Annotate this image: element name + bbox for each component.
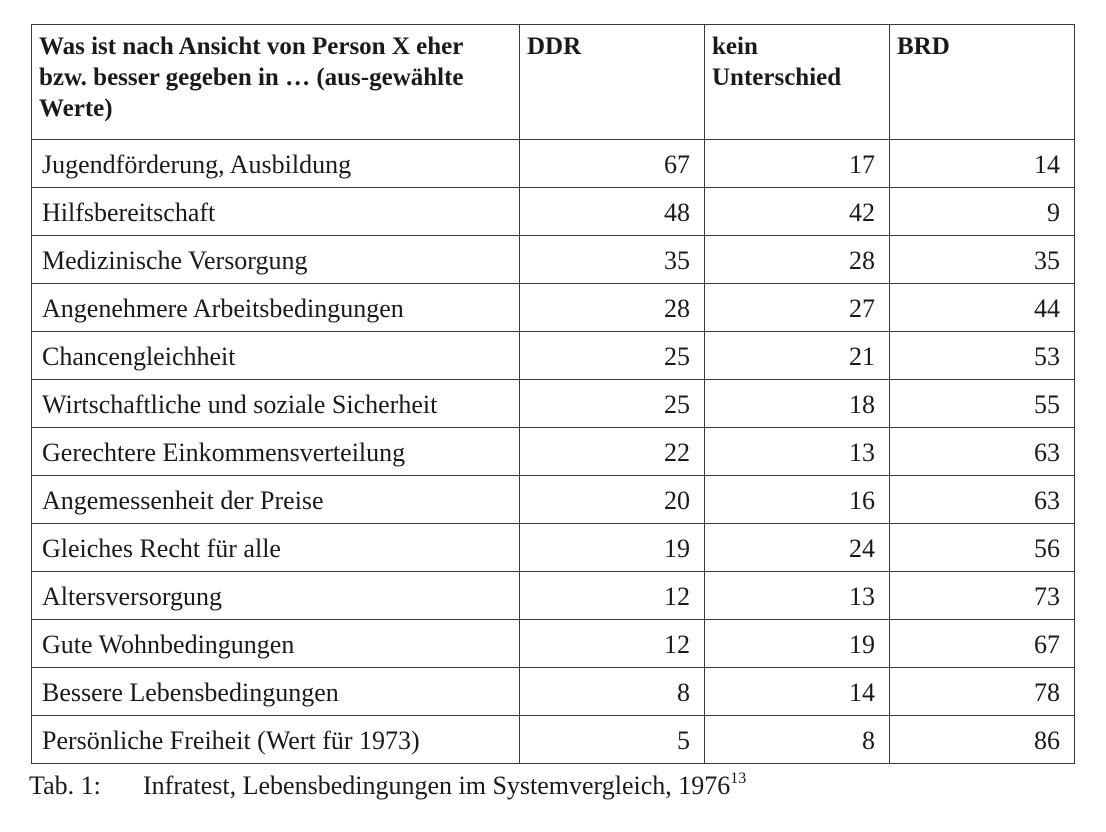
cell-brd: 78 — [890, 668, 1075, 716]
cell-brd: 73 — [890, 572, 1075, 620]
header-question: Was ist nach Ansicht von Person X eher bzw. besser gegeben in … (aus-gewählte Werte) — [32, 25, 520, 140]
cell-ddr: 25 — [520, 380, 705, 428]
table-row — [32, 188, 1075, 236]
row-label: Persönliche Freiheit (Wert für 1973) — [32, 716, 520, 764]
header-kein-unterschied: kein Unterschied — [705, 25, 890, 140]
cell-brd: 56 — [890, 524, 1075, 572]
cell-brd: 55 — [890, 380, 1075, 428]
cell-ddr: 12 — [520, 620, 705, 668]
cell-brd: 67 — [890, 620, 1075, 668]
caption-text: Infratest, Lebensbedingungen im Systemvergleich, 1976 — [143, 771, 731, 800]
cell-brd: 9 — [890, 188, 1075, 236]
table-row — [32, 332, 1075, 380]
cell-ddr: 28 — [520, 284, 705, 332]
cell-brd: 63 — [890, 428, 1075, 476]
cell-kein-unterschied: 13 — [705, 572, 890, 620]
row-label: Angenehmere Arbeitsbedingungen — [32, 284, 520, 332]
cell-kein-unterschied: 19 — [705, 620, 890, 668]
cell-brd: 35 — [890, 236, 1075, 284]
cell-ddr: 35 — [520, 236, 705, 284]
cell-kein-unterschied: 17 — [705, 140, 890, 188]
row-label: Gleiches Recht für alle — [32, 524, 520, 572]
cell-ddr: 22 — [520, 428, 705, 476]
cell-kein-unterschied: 13 — [705, 428, 890, 476]
table-row — [32, 716, 1075, 764]
row-label: Medizinische Versorgung — [32, 236, 520, 284]
cell-brd: 53 — [890, 332, 1075, 380]
cell-kein-unterschied: 14 — [705, 668, 890, 716]
table-body — [32, 140, 1075, 764]
cell-kein-unterschied: 8 — [705, 716, 890, 764]
header-brd: BRD — [890, 25, 1075, 140]
cell-kein-unterschied: 27 — [705, 284, 890, 332]
row-label: Gerechtere Einkommensverteilung — [32, 428, 520, 476]
cell-kein-unterschied: 28 — [705, 236, 890, 284]
cell-ddr: 67 — [520, 140, 705, 188]
header-row — [32, 25, 1075, 140]
cell-ddr: 25 — [520, 332, 705, 380]
table-caption — [29, 770, 746, 801]
header-ddr: DDR — [520, 25, 705, 140]
cell-brd: 86 — [890, 716, 1075, 764]
cell-ddr: 20 — [520, 476, 705, 524]
table-row — [32, 428, 1075, 476]
cell-kein-unterschied: 16 — [705, 476, 890, 524]
row-label: Gute Wohnbedingungen — [32, 620, 520, 668]
row-label: Jugendförderung, Ausbildung — [32, 140, 520, 188]
table-row — [32, 236, 1075, 284]
data-table — [31, 24, 1075, 764]
cell-kein-unterschied: 18 — [705, 380, 890, 428]
caption-footnote-ref: 13 — [730, 770, 747, 787]
cell-ddr: 48 — [520, 188, 705, 236]
caption-label: Tab. 1: — [29, 771, 101, 800]
cell-ddr: 8 — [520, 668, 705, 716]
row-label: Bessere Lebensbedingungen — [32, 668, 520, 716]
table-row — [32, 668, 1075, 716]
row-label: Angemessenheit der Preise — [32, 476, 520, 524]
table-row — [32, 284, 1075, 332]
row-label: Chancengleichheit — [32, 332, 520, 380]
cell-brd: 63 — [890, 476, 1075, 524]
table-row — [32, 620, 1075, 668]
row-label: Wirtschaftliche und soziale Sicherheit — [32, 380, 520, 428]
cell-kein-unterschied: 24 — [705, 524, 890, 572]
table-row — [32, 476, 1075, 524]
cell-ddr: 12 — [520, 572, 705, 620]
cell-kein-unterschied: 21 — [705, 332, 890, 380]
cell-ddr: 5 — [520, 716, 705, 764]
cell-ddr: 19 — [520, 524, 705, 572]
row-label: Altersversorgung — [32, 572, 520, 620]
row-label: Hilfsbereitschaft — [32, 188, 520, 236]
cell-brd: 14 — [890, 140, 1075, 188]
table-row — [32, 380, 1075, 428]
table-row — [32, 572, 1075, 620]
table-row — [32, 524, 1075, 572]
cell-brd: 44 — [890, 284, 1075, 332]
cell-kein-unterschied: 42 — [705, 188, 890, 236]
table-row — [32, 140, 1075, 188]
